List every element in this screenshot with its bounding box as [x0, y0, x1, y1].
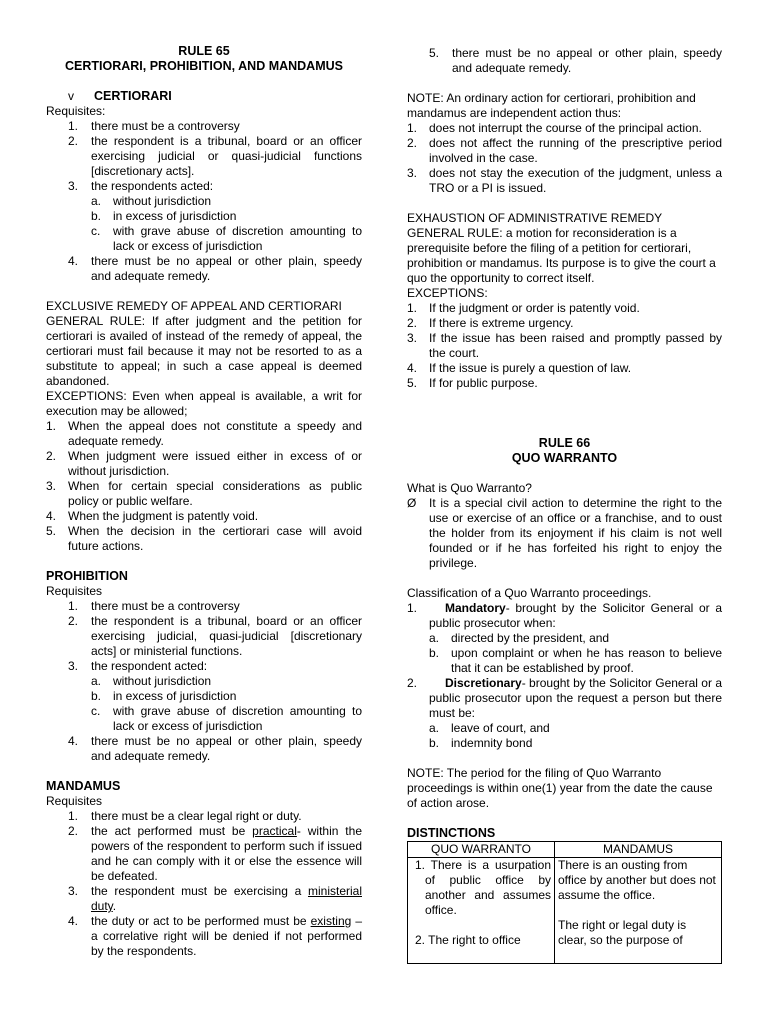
item-number: 3. — [68, 179, 79, 193]
item-text: directed by the president, and — [451, 631, 610, 645]
exclusive-remedy-exceptions: EXCEPTIONS: Even when appeal is available, a writ for execution may be allowed; — [46, 389, 362, 418]
definition-item — [407, 496, 722, 571]
item-text: in excess of jurisdiction — [113, 689, 237, 703]
distinctions-table — [407, 841, 722, 964]
item-number: 2. — [46, 449, 57, 463]
exhaustion-general-rule: GENERAL RULE: a motion for reconsideration is a prerequisite before the filing of a petition for certiorari, prohibition or mandamus. Its purpose is to give the court a quo the opportunity to correct itself. — [407, 226, 716, 285]
list-item — [46, 524, 362, 554]
list-item — [46, 179, 362, 194]
item-text: there must be no appeal or other plain, speedy and adequate remedy. — [91, 734, 362, 763]
item-letter: b. — [429, 646, 440, 660]
list-item — [46, 614, 362, 659]
list-item — [46, 449, 362, 479]
list-item — [46, 659, 362, 674]
item-text: . — [112, 899, 117, 913]
item-text: there must be a controversy — [91, 599, 240, 613]
prohibition-heading: PROHIBITION — [46, 569, 128, 583]
list-item — [407, 376, 722, 391]
list-item — [46, 809, 362, 824]
item-text: It is a special civil action to determine the right to the use or exercise of an office or a franchise, and to oust the holder from its enjoyment if his claim is not well founded or if he has forfeited his right to enjoy the privilege. — [429, 496, 722, 570]
item-text: If there is extreme urgency. — [429, 316, 574, 330]
item-number: 4. — [46, 509, 57, 523]
sub-list-item — [46, 224, 362, 254]
item-number: 3. — [68, 659, 79, 673]
item-letter: c. — [91, 224, 101, 238]
item-text: – a correlative right will be denied if not performed by the respondents. — [91, 914, 362, 958]
certiorari-bullet: v — [68, 89, 74, 103]
table-header-row — [408, 842, 722, 858]
certiorari-requisites-label: Requisites: — [46, 104, 106, 118]
item-text: leave of court, and — [451, 721, 550, 735]
list-item — [407, 601, 722, 631]
table-cell — [555, 858, 722, 964]
item-number: 1. — [407, 301, 418, 315]
sub-list-item — [46, 209, 362, 224]
list-item — [46, 824, 362, 884]
cell-paragraph: There is an ousting from office by another but does not assume the office. — [558, 858, 716, 902]
item-number: 1. — [68, 599, 79, 613]
item-number: 3. — [68, 884, 79, 898]
list-item — [46, 479, 362, 509]
item-text: the act performed must be — [91, 824, 253, 838]
item-number: 2. — [407, 316, 418, 330]
item-letter: c. — [91, 704, 101, 718]
item-text: without jurisdiction — [113, 194, 212, 208]
rule65-subtitle: CERTIORARI, PROHIBITION, AND MANDAMUS — [64, 59, 343, 73]
item-number: 5. — [429, 46, 440, 60]
table-row — [408, 858, 722, 964]
exclusive-remedy-heading: EXCLUSIVE REMEDY OF APPEAL AND CERTIORARI — [46, 299, 342, 313]
item-text: there must be no appeal or other plain, speedy and adequate remedy. — [91, 254, 362, 283]
item-text: without jurisdiction — [113, 674, 212, 688]
list-item — [46, 914, 362, 959]
item-text: When judgment were issued either in excess of or without jurisdiction. — [68, 449, 362, 478]
cell-paragraph: The right or legal duty is clear, so the purpose of — [558, 918, 687, 947]
item-letter: b. — [91, 209, 102, 223]
item-text: When for certain special considerations as public policy or public welfare. — [68, 479, 362, 508]
sub-list-item — [407, 646, 722, 676]
list-item — [407, 316, 722, 331]
bold-term: Mandatory — [445, 601, 506, 615]
item-number: 4. — [68, 914, 79, 928]
cell-content — [411, 858, 551, 963]
item-text: does not interrupt the course of the principal action. — [429, 121, 702, 135]
item-number: 2. — [68, 824, 79, 838]
item-number: 1. — [68, 119, 79, 133]
prohibition-requisites-label: Requisites — [46, 584, 103, 598]
item-text: - brought by the Solicitor General or a public prosecutor upon the request a person but there must be: — [429, 676, 722, 720]
table-header-quo-warranto: QUO WARRANTO — [408, 842, 555, 858]
item-number: 1. — [46, 419, 57, 433]
list-item — [407, 166, 722, 196]
item-number: 4. — [407, 361, 418, 375]
classification-heading: Classification of a Quo Warranto proceedings. — [407, 586, 652, 600]
item-text: indemnity bond — [451, 736, 533, 750]
item-text: the respondent is a tribunal, board or an officer exercising judicial or quasi-judicial functions [discretionary acts]. — [91, 134, 362, 178]
item-text: When the judgment is patently void. — [68, 509, 259, 523]
item-text: does not affect the running of the prescriptive period involved in the case. — [429, 136, 722, 165]
sub-list-item — [46, 689, 362, 704]
item-number: 5. — [46, 524, 57, 538]
item-number: 2. — [407, 676, 418, 690]
distinctions-heading: DISTINCTIONS — [407, 826, 496, 840]
certiorari-heading-row — [46, 89, 362, 104]
item-number: 4. — [68, 734, 79, 748]
rule65-title: RULE 65 — [178, 44, 230, 58]
item-number: 5. — [407, 376, 418, 390]
item-text: the duty or act to be performed must be — [91, 914, 311, 928]
underlined-term: ministerial duty — [91, 884, 362, 913]
item-text: the respondent must be exercising a — [91, 884, 308, 898]
item-letter: a. — [429, 631, 440, 645]
item-number: 4. — [68, 254, 79, 268]
item-text: When the appeal does not constitute a speedy and adequate remedy. — [68, 419, 362, 448]
left-column — [46, 0, 362, 959]
item-text: with grave abuse of discretion amounting to lack or excess of jurisdiction — [113, 224, 362, 253]
item-number: 2. — [68, 614, 79, 628]
right-column — [407, 0, 722, 964]
exhaustion-heading: EXHAUSTION OF ADMINISTRATIVE REMEDY — [407, 211, 663, 225]
exclusive-remedy-general-rule: GENERAL RULE: If after judgment and the petition for certiorari is availed of instead of the remedy of appeal, the certiorari must fail because it may not be resorted to as a substitute to appeal; in such a case appeal is deemed abandoned. — [46, 314, 362, 388]
mandamus-heading: MANDAMUS — [46, 779, 121, 793]
list-item — [46, 599, 362, 614]
table-cell — [408, 858, 555, 964]
underlined-term: existing — [310, 914, 352, 928]
item-number: 2. — [407, 136, 418, 150]
item-text: - within the powers of the respondent to perform such if issued and he can comply with it or else the essence will be defeated. — [91, 824, 362, 883]
cell-content — [558, 858, 718, 963]
rule66-subtitle: QUO WARRANTO — [511, 451, 618, 465]
list-item — [46, 254, 362, 284]
item-letter: a. — [91, 194, 102, 208]
item-text: upon complaint or when he has reason to believe that it can be established by proof. — [451, 646, 722, 675]
cell-paragraph: 2. The right to office — [415, 933, 521, 947]
item-number: 2. — [68, 134, 79, 148]
item-number: 1. — [407, 601, 418, 615]
item-text: - brought by the Solicitor General or a public prosecutor when: — [429, 601, 722, 630]
list-item — [407, 361, 722, 376]
item-text: the respondents acted: — [91, 179, 214, 193]
item-text: there must be no appeal or other plain, speedy and adequate remedy. — [452, 46, 722, 75]
item-text: If the judgment or order is patently void. — [429, 301, 640, 315]
mandamus-requisites-label: Requisites — [46, 794, 103, 808]
item-text: If the issue is purely a question of law. — [429, 361, 632, 375]
item-text: there must be a controversy — [91, 119, 240, 133]
item-text: If the issue has been raised and promptly passed by the court. — [429, 331, 722, 360]
item-number: 1. — [68, 809, 79, 823]
list-item — [46, 884, 362, 914]
note-period-of-filing: NOTE: The period for the filing of Quo Warranto proceedings is within one(1) year from the date the cause of action arose. — [407, 766, 713, 810]
rule66-title: RULE 66 — [538, 436, 591, 450]
list-item — [407, 121, 722, 136]
list-item — [46, 419, 362, 449]
sub-list-item — [46, 704, 362, 734]
list-item — [46, 134, 362, 179]
underlined-term: practical — [252, 824, 297, 838]
item-text: with grave abuse of discretion amounting to lack or excess of jurisdiction — [113, 704, 362, 733]
item-text: the respondent acted: — [91, 659, 208, 673]
item-text: in excess of jurisdiction — [113, 209, 237, 223]
item-text: the respondent is a tribunal, board or an officer exercising judicial, quasi-judicial [discretionary acts] or ministerial functions. — [91, 614, 362, 658]
item-text: there must be a clear legal right or duty. — [91, 809, 302, 823]
list-item — [407, 136, 722, 166]
item-text: If for public purpose. — [429, 376, 538, 390]
item-letter: a. — [91, 674, 102, 688]
sub-list-item — [46, 674, 362, 689]
list-item — [407, 331, 722, 361]
sub-list-item — [46, 194, 362, 209]
bold-term: Discretionary — [445, 676, 522, 690]
cell-paragraph: 1. There is a usurpation of public office by another and assumes office. — [415, 858, 551, 917]
item-letter: b. — [91, 689, 102, 703]
item-number: 3. — [46, 479, 57, 493]
item-number: 1. — [407, 121, 418, 135]
list-item — [46, 509, 362, 524]
item-text: When the decision in the certiorari case will avoid future actions. — [68, 524, 362, 553]
item-letter: b. — [429, 736, 440, 750]
item-text: does not stay the execution of the judgment, unless a TRO or a PI is issued. — [429, 166, 722, 195]
arrow-bullet-icon: Ø — [407, 496, 417, 510]
list-item — [407, 46, 722, 76]
list-item — [407, 301, 722, 316]
list-item — [46, 734, 362, 764]
quo-warranto-question: What is Quo Warranto? — [407, 481, 532, 495]
sub-list-item — [407, 721, 722, 736]
sub-list-item — [407, 736, 722, 751]
table-header-mandamus: MANDAMUS — [555, 842, 722, 858]
item-number: 3. — [407, 331, 418, 345]
certiorari-heading: CERTIORARI — [94, 89, 172, 103]
note-independent-action: NOTE: An ordinary action for certiorari, prohibition and mandamus are independent action thus: — [407, 91, 696, 120]
exhaustion-exceptions-label: EXCEPTIONS: — [407, 286, 488, 300]
sub-list-item — [407, 631, 722, 646]
list-item — [407, 676, 722, 721]
list-item — [46, 119, 362, 134]
item-letter: a. — [429, 721, 440, 735]
item-number: 3. — [407, 166, 418, 180]
